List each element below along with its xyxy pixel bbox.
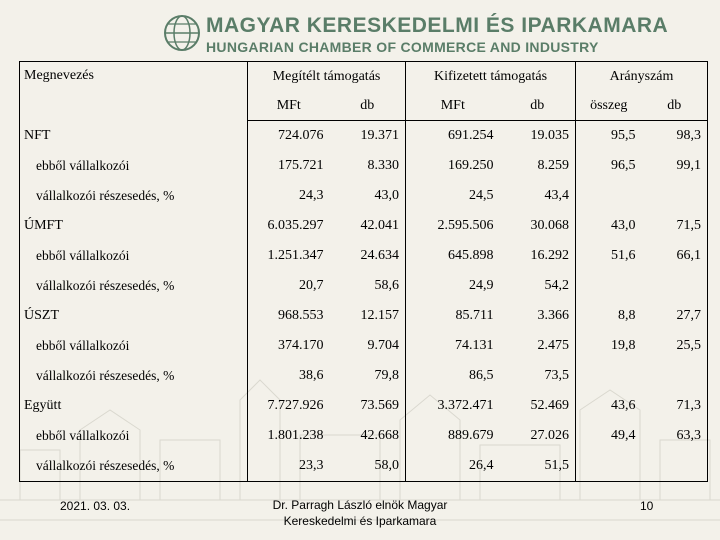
table-cell: 175.721	[248, 151, 330, 181]
table-cell: 12.157	[360, 308, 400, 323]
footer-author	[250, 497, 470, 529]
table-cell: 19.371	[360, 128, 400, 143]
row-label: NFT	[20, 121, 248, 152]
table-cell: 24.634	[360, 248, 400, 263]
table-cell: 645.898	[406, 241, 500, 271]
title-line-english: HUNGARIAN CHAMBER OF COMMERCE AND INDUSTRY	[206, 39, 599, 55]
table-cell: 96,5	[576, 151, 642, 181]
table-cell: 52.469	[530, 398, 570, 413]
table-cell: 30.068	[530, 218, 570, 233]
row-label: ÚSZT	[20, 301, 248, 331]
table-cell: 16.292	[530, 248, 570, 263]
table-cell	[576, 271, 642, 301]
table-cell: 374.170	[248, 331, 330, 361]
row-label: ebből vállalkozói	[20, 241, 248, 271]
title-line-hungarian: MAGYAR KERESKEDELMI ÉS IPARKAMARA	[206, 14, 669, 37]
table-cell	[642, 271, 708, 301]
table-cell: 42.668	[360, 428, 400, 443]
header-row-groups	[20, 62, 708, 92]
table-cell: 73.569	[360, 398, 400, 413]
table-cell: 8.330	[367, 158, 400, 173]
col-header-granted: Megítélt támogatás	[248, 62, 406, 92]
table-cell: 54,2	[544, 278, 570, 293]
organization-title	[206, 15, 706, 54]
col-header-ratio-amount: összeg	[576, 91, 642, 121]
footer-date: 2021. 03. 03.	[60, 499, 131, 513]
table-cell: 8.259	[537, 158, 570, 173]
table-cell: 42.041	[360, 218, 400, 233]
table-cell: 8,8	[576, 301, 642, 331]
table-cell: 1.251.347	[248, 241, 330, 271]
table-cell: 51,5	[500, 451, 576, 482]
table-row	[20, 211, 708, 241]
table-cell	[576, 361, 642, 391]
table-cell: 66,1	[642, 241, 708, 271]
table-cell: 24,5	[406, 181, 500, 211]
table-cell: 24,3	[248, 181, 330, 211]
table-row	[20, 271, 708, 301]
chamber-globe-logo-icon	[163, 14, 201, 52]
table-cell: 24,9	[406, 271, 500, 301]
table-cell: 74.131	[406, 331, 500, 361]
table-cell: 2.595.506	[406, 211, 500, 241]
table-cell: 79,8	[374, 368, 400, 383]
col-header-paid-db: db	[500, 91, 576, 121]
table-cell: 71,5	[642, 211, 708, 241]
col-header-granted-db: db	[330, 91, 406, 121]
table-cell: 49,4	[576, 421, 642, 451]
table-row	[20, 361, 708, 391]
table-row	[20, 121, 708, 152]
table-cell: 6.035.297	[248, 211, 330, 241]
table-row	[20, 391, 708, 421]
table-cell	[576, 181, 642, 211]
col-header-paid: Kifizetett támogatás	[406, 62, 576, 92]
table-cell: 26,4	[406, 451, 500, 482]
footer-author-line1: Dr. Parragh László elnök Magyar	[272, 498, 448, 512]
table-cell	[576, 451, 642, 482]
table-cell: 169.250	[406, 151, 500, 181]
table-cell: 23,3	[248, 451, 330, 482]
table-cell: 724.076	[248, 121, 330, 152]
table-cell	[642, 451, 708, 482]
header	[0, 0, 720, 62]
table-cell: 38,6	[248, 361, 330, 391]
table-row	[20, 301, 708, 331]
col-header-granted-mft: MFt	[248, 91, 330, 121]
table-cell: 98,3	[642, 121, 708, 152]
table-cell: 43,0	[576, 211, 642, 241]
row-label: vállalkozói részesedés, %	[20, 361, 248, 391]
support-data-table	[19, 61, 708, 482]
table-cell: 2.475	[537, 338, 570, 353]
row-label: vállalkozói részesedés, %	[20, 451, 248, 482]
table-cell: 1.801.238	[248, 421, 330, 451]
row-label: vállalkozói részesedés, %	[20, 271, 248, 301]
table-cell	[642, 361, 708, 391]
table-cell	[642, 181, 708, 211]
table-cell: 58,0	[330, 451, 406, 482]
col-header-ratio-db: db	[642, 91, 708, 121]
table-cell: 968.553	[248, 301, 330, 331]
row-label: ebből vállalkozói	[20, 151, 248, 181]
table-cell: 86,5	[406, 361, 500, 391]
table-cell: 691.254	[406, 121, 500, 152]
table-row	[20, 331, 708, 361]
table-row	[20, 181, 708, 211]
col-header-name: Megnevezés	[20, 62, 248, 121]
table-cell: 99,1	[642, 151, 708, 181]
table-cell: 43,4	[544, 188, 570, 203]
page-number: 10	[640, 499, 654, 513]
row-label: vállalkozói részesedés, %	[20, 181, 248, 211]
row-label: ebből vállalkozói	[20, 331, 248, 361]
table-row	[20, 241, 708, 271]
row-label: Együtt	[20, 391, 248, 421]
table-row	[20, 451, 708, 482]
table-cell: 3.372.471	[406, 391, 500, 421]
col-header-ratio: Arányszám	[576, 62, 708, 92]
table-cell: 43,0	[374, 188, 400, 203]
table-cell: 889.679	[406, 421, 500, 451]
col-header-paid-mft: MFt	[406, 91, 500, 121]
table-cell: 27.026	[530, 428, 570, 443]
table-row	[20, 151, 708, 181]
table-cell: 43,6	[576, 391, 642, 421]
table-cell: 25,5	[642, 331, 708, 361]
table-cell: 27,7	[642, 301, 708, 331]
table-cell: 73,5	[544, 368, 570, 383]
table-cell: 63,3	[642, 421, 708, 451]
table-cell: 85.711	[406, 301, 500, 331]
row-label: ÚMFT	[20, 211, 248, 241]
table-cell: 51,6	[576, 241, 642, 271]
table-cell: 19.035	[530, 128, 570, 143]
table-cell: 7.727.926	[248, 391, 330, 421]
table-cell: 71,3	[642, 391, 708, 421]
table-cell: 9.704	[367, 338, 400, 353]
table-row	[20, 421, 708, 451]
footer-author-line2: Kereskedelmi és Iparkamara	[283, 514, 437, 528]
table-cell: 3.366	[537, 308, 570, 323]
table-cell: 95,5	[576, 121, 642, 152]
table-cell: 19,8	[576, 331, 642, 361]
table-cell: 20,7	[248, 271, 330, 301]
row-label: ebből vállalkozói	[20, 421, 248, 451]
table-cell: 58,6	[374, 278, 400, 293]
